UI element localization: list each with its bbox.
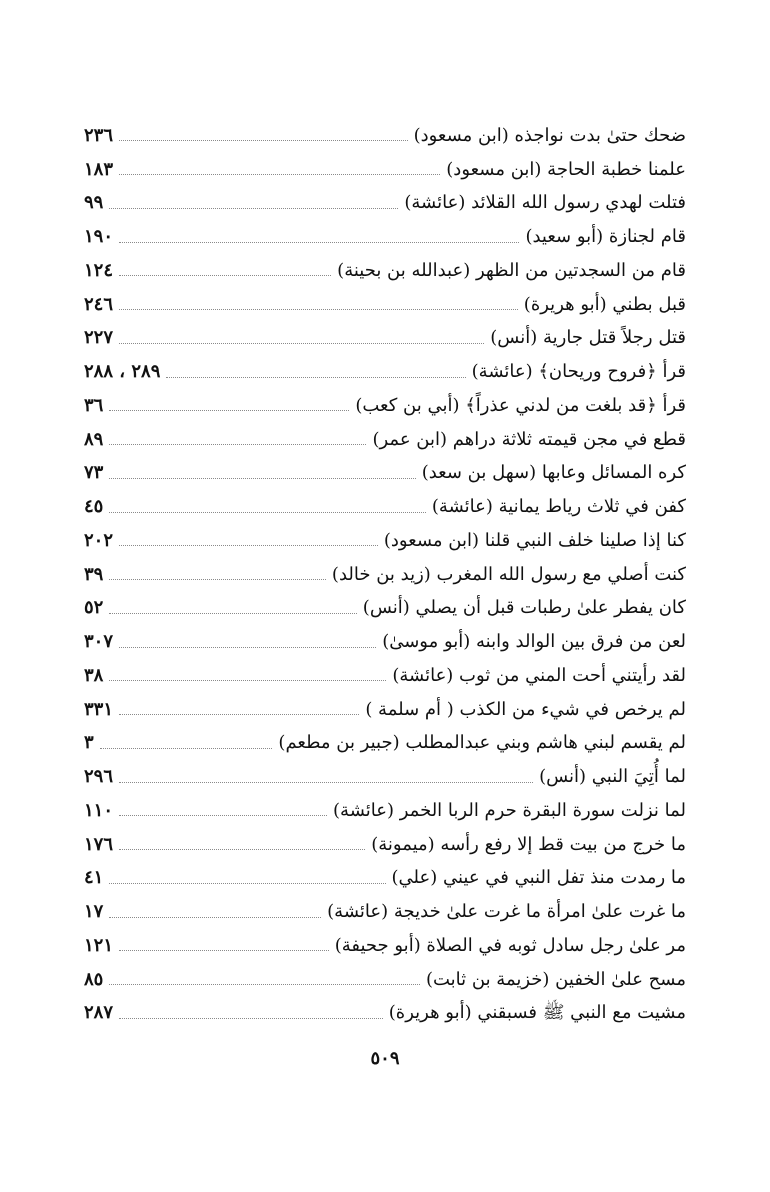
- entry-page-number: ٢٠٢: [84, 529, 114, 551]
- dot-leader: [119, 140, 408, 141]
- index-entry: [84, 254, 686, 288]
- entry-text: كنا إذا صلينا خلف النبي قلنا (ابن مسعود): [383, 529, 686, 551]
- dot-leader: [109, 444, 366, 445]
- entry-page-number: ٣: [84, 732, 94, 754]
- dot-leader: [166, 377, 465, 378]
- dot-leader: [119, 782, 533, 783]
- entry-text: قام لجنازة (أبو سعيد): [525, 226, 686, 248]
- entry-page-number: ٣٣١: [84, 698, 114, 720]
- entry-text: قرأ ﴿فروح وريحان﴾ (عائشة): [471, 361, 686, 383]
- index-entry: [84, 322, 686, 356]
- dot-leader: [109, 917, 321, 918]
- entry-text: كره المسائل وعابها (سهل بن سعد): [421, 462, 686, 484]
- index-entry: [84, 929, 686, 963]
- dot-leader: [119, 950, 329, 951]
- dot-leader: [119, 309, 518, 310]
- entry-text: ما خرج من بيت قط إلا رفع رأسه (ميمونة): [371, 833, 686, 855]
- dot-leader: [119, 714, 359, 715]
- index-entry: [84, 963, 686, 997]
- entry-page-number: ١١٠: [84, 799, 114, 821]
- dot-leader: [119, 275, 331, 276]
- entry-page-number: ٩٩: [84, 192, 104, 214]
- entry-page-number: ٤٥: [84, 496, 104, 518]
- index-entry: [84, 862, 686, 896]
- dot-leader: [119, 849, 365, 850]
- entry-text: قام من السجدتين من الظهر (عبدالله بن بحينة): [337, 259, 686, 281]
- index-entry: [84, 389, 686, 423]
- dot-leader: [119, 242, 519, 243]
- entry-text: لم يرخص في شيء من الكذب ( أم سلمة ): [365, 698, 686, 720]
- hadith-index-list: [84, 119, 686, 1030]
- index-entry: [84, 997, 686, 1031]
- index-entry: [84, 592, 686, 626]
- index-entry: [84, 828, 686, 862]
- index-entry: [84, 794, 686, 828]
- index-entry: [84, 760, 686, 794]
- dot-leader: [100, 748, 273, 749]
- entry-page-number: ٢٢٧: [84, 327, 114, 349]
- entry-page-number: ٢٨٧: [84, 1002, 114, 1024]
- index-entry: [84, 457, 686, 491]
- entry-text: قرأ ﴿قد بلغت من لدني عذراً﴾ (أبي بن كعب): [355, 394, 686, 416]
- entry-page-number: ١٧٦: [84, 833, 114, 855]
- entry-page-number: ٢٤٦: [84, 293, 114, 315]
- entry-text: مشيت مع النبي ﷺ فسبقني (أبو هريرة): [388, 1002, 686, 1024]
- dot-leader: [119, 815, 327, 816]
- entry-page-number: ٨٩: [84, 428, 104, 450]
- entry-text: قبل بطني (أبو هريرة): [523, 293, 686, 315]
- entry-text: لعن من فرق بين الوالد وابنه (أبو موسىٰ): [382, 631, 686, 653]
- entry-page-number: ٣٦: [84, 394, 104, 416]
- dot-leader: [119, 174, 440, 175]
- entry-text: قتل رجلاً قتل جارية (أنس): [490, 327, 686, 349]
- entry-page-number: ٤١: [84, 867, 104, 889]
- dot-leader: [109, 613, 356, 614]
- index-entry: [84, 524, 686, 558]
- entry-page-number: ١٢١: [84, 934, 114, 956]
- entry-page-number: ٧٣: [84, 462, 104, 484]
- index-entry: [84, 423, 686, 457]
- index-entry: [84, 119, 686, 153]
- entry-page-number: ٨٥: [84, 968, 104, 990]
- index-entry: [84, 693, 686, 727]
- dot-leader: [119, 1018, 383, 1019]
- entry-text: ضحك حتىٰ بدت نواجذه (ابن مسعود): [413, 124, 686, 146]
- index-entry: [84, 727, 686, 761]
- entry-text: لما أُتِيَ النبي (أنس): [539, 766, 686, 788]
- entry-text: مسح علىٰ الخفين (خزيمة بن ثابت): [425, 968, 686, 990]
- entry-text: كان يفطر علىٰ رطبات قبل أن يصلي (أنس): [362, 597, 686, 619]
- dot-leader: [109, 478, 415, 479]
- dot-leader: [109, 579, 326, 580]
- entry-text: ما غرت علىٰ امرأة ما غرت علىٰ خديجة (عائشة): [327, 901, 686, 923]
- entry-page-number: ٢٩٦: [84, 766, 114, 788]
- index-entry: [84, 895, 686, 929]
- index-entry: [84, 625, 686, 659]
- entry-page-number: ٥٢: [84, 597, 104, 619]
- entry-text: مر علىٰ رجل سادل ثوبه في الصلاة (أبو جحيفة): [334, 934, 686, 956]
- entry-text: علمنا خطبة الحاجة (ابن مسعود): [446, 158, 686, 180]
- entry-text: كنت أصلي مع رسول الله المغرب (زيد بن خالد): [331, 563, 686, 585]
- index-entry: [84, 355, 686, 389]
- entry-page-number: ٢٨٩ ، ٢٨٨: [84, 361, 161, 383]
- index-entry: [84, 490, 686, 524]
- dot-leader: [119, 343, 484, 344]
- index-entry: [84, 659, 686, 693]
- entry-page-number: ٣٠٧: [84, 631, 114, 653]
- dot-leader: [109, 883, 385, 884]
- index-entry: [84, 220, 686, 254]
- dot-leader: [109, 680, 386, 681]
- page-number: ٥٠٩: [370, 1048, 400, 1069]
- entry-text: لما نزلت سورة البقرة حرم الربا الخمر (عائشة): [333, 799, 686, 821]
- entry-page-number: ٣٨: [84, 664, 104, 686]
- dot-leader: [109, 410, 349, 411]
- entry-text: ما رمدت منذ تفل النبي في عيني (علي): [391, 867, 686, 889]
- entry-page-number: ١٢٤: [84, 259, 114, 281]
- entry-page-number: ١٧: [84, 901, 104, 923]
- entry-page-number: ١٩٠: [84, 226, 114, 248]
- entry-page-number: ٣٩: [84, 563, 104, 585]
- dot-leader: [109, 208, 398, 209]
- dot-leader: [119, 545, 378, 546]
- entry-text: لم يقسم لبني هاشم وبني عبدالمطلب (جبير بن مطعم): [278, 732, 686, 754]
- entry-text: لقد رأيتني أحت المني من ثوب (عائشة): [392, 664, 686, 686]
- index-entry: [84, 153, 686, 187]
- entry-text: فتلت لهدي رسول الله القلائد (عائشة): [404, 192, 686, 214]
- entry-page-number: ١٨٣: [84, 158, 114, 180]
- dot-leader: [119, 647, 376, 648]
- index-entry: [84, 187, 686, 221]
- dot-leader: [109, 512, 426, 513]
- index-entry: [84, 558, 686, 592]
- index-entry: [84, 288, 686, 322]
- dot-leader: [109, 984, 420, 985]
- entry-text: كفن في ثلاث رياط يمانية (عائشة): [431, 496, 686, 518]
- entry-text: قطع في مجن قيمته ثلاثة دراهم (ابن عمر): [372, 428, 686, 450]
- entry-page-number: ٢٣٦: [84, 124, 114, 146]
